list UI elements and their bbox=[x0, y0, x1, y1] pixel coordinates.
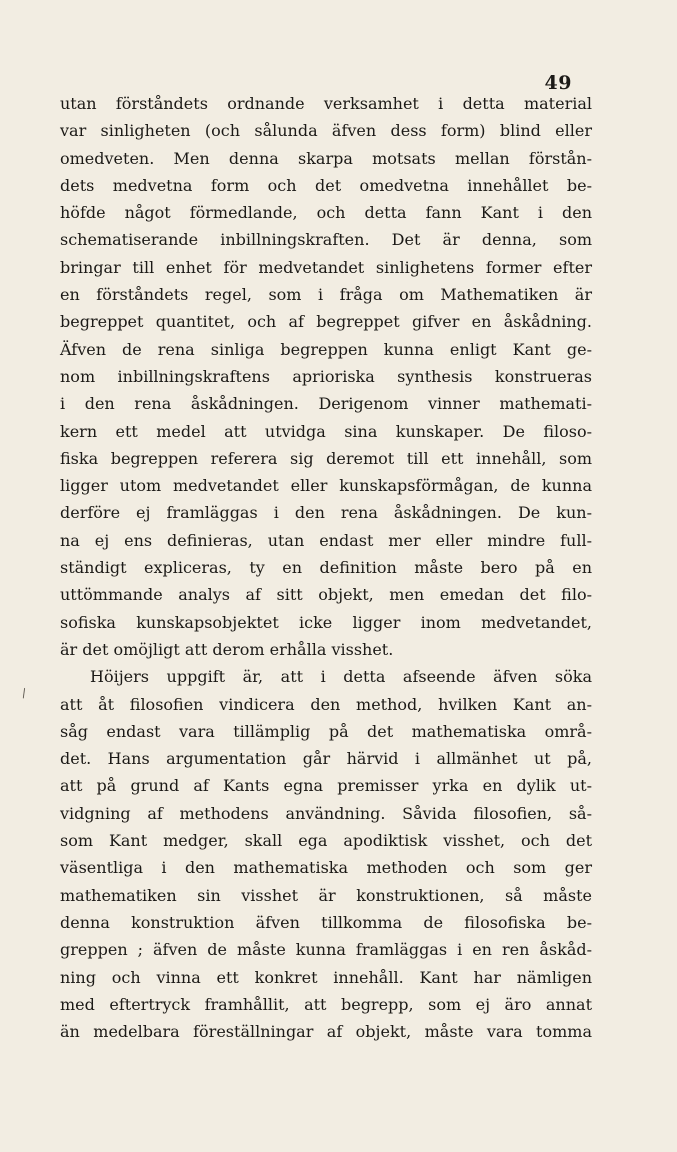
text-line: ligger utom medvetandet eller kunskapsförmågan, de kunna bbox=[60, 476, 592, 496]
text-line: dets medvetna form och det omedvetna innehållet be- bbox=[60, 175, 592, 195]
text-line: greppen ; äfven de måste kunna framläggas i en ren åskåd- bbox=[60, 940, 592, 960]
text-line: ning och vinna ett konkret innehåll. Kant har nämligen bbox=[60, 967, 592, 987]
text-line: derföre ej framläggas i den rena åskådningen. De kun- bbox=[60, 503, 592, 523]
text-line: mathematiken sin visshet är konstruktionen, så måste bbox=[60, 885, 592, 905]
text-line: än medelbara föreställningar af objekt, måste vara tomma bbox=[60, 1022, 592, 1042]
text-line: i den rena åskådningen. Derigenom vinner mathemati- bbox=[60, 394, 592, 414]
text-line: sofiska kunskapsobjektet icke ligger inom medvetandet, bbox=[60, 612, 592, 632]
text-line: denna konstruktion äfven tillkomma de filosofiska be- bbox=[60, 912, 592, 932]
page-number: 49 bbox=[544, 72, 572, 94]
text-line: omedveten. Men denna skarpa motsats mellan förstån- bbox=[60, 148, 592, 168]
text-line: det. Hans argumentation går härvid i allmänhet ut på, bbox=[60, 749, 592, 769]
body-text bbox=[60, 90, 592, 1045]
text-line: som Kant medger, skall ega apodiktisk visshet, och det bbox=[60, 831, 592, 851]
text-line: fiska begreppen referera sig deremot till ett innehåll, som bbox=[60, 448, 592, 468]
text-line: bringar till enhet för medvetandet sinlighetens former efter bbox=[60, 257, 592, 277]
text-line: nom inbillningskraftens aprioriska synthesis konstrueras bbox=[60, 366, 592, 386]
text-line: begreppet quantitet, och af begreppet gifver en åskådning. bbox=[60, 312, 592, 332]
text-line: är det omöjligt att derom erhålla visshet. bbox=[60, 639, 394, 659]
text-line: en förståndets regel, som i fråga om Mathematiken är bbox=[60, 285, 592, 305]
text-line: ständigt expliceras, ty en definition måste bero på en bbox=[60, 558, 592, 578]
text-line: Höijers uppgift är, att i detta afseende äfven söka bbox=[90, 667, 592, 687]
text-line: utan förståndets ordnande verksamhet i detta material bbox=[60, 94, 592, 113]
text-line: Äfven de rena sinliga begreppen kunna enligt Kant ge- bbox=[60, 339, 592, 359]
text-line: väsentliga i den mathematiska methoden och som ger bbox=[60, 858, 592, 878]
text-line: uttömmande analys af sitt objekt, men emedan det filo- bbox=[60, 585, 592, 605]
text-line: var sinligheten (och sålunda äfven dess form) blind eller bbox=[60, 121, 592, 141]
text-line: na ej ens definieras, utan endast mer eller mindre full- bbox=[60, 530, 592, 550]
text-line: med eftertryck framhållit, att begrepp, som ej äro annat bbox=[60, 994, 592, 1014]
text-line: höfde något förmedlande, och detta fann Kant i den bbox=[60, 203, 592, 223]
text-line: kern ett medel att utvidga sina kunskaper. De filoso- bbox=[60, 421, 592, 441]
margin-mark: \ bbox=[19, 685, 29, 701]
text-line: såg endast vara tillämplig på det mathematiska områ- bbox=[60, 721, 592, 741]
text-line: vidgning af methodens användning. Såvida filosofien, så- bbox=[60, 803, 592, 823]
text-line: att åt filosofien vindicera den method, hvilken Kant an- bbox=[60, 694, 592, 714]
text-line: schematiserande inbillningskraften. Det är denna, som bbox=[60, 230, 592, 250]
text-line: att på grund af Kants egna premisser yrka en dylik ut- bbox=[60, 776, 592, 796]
